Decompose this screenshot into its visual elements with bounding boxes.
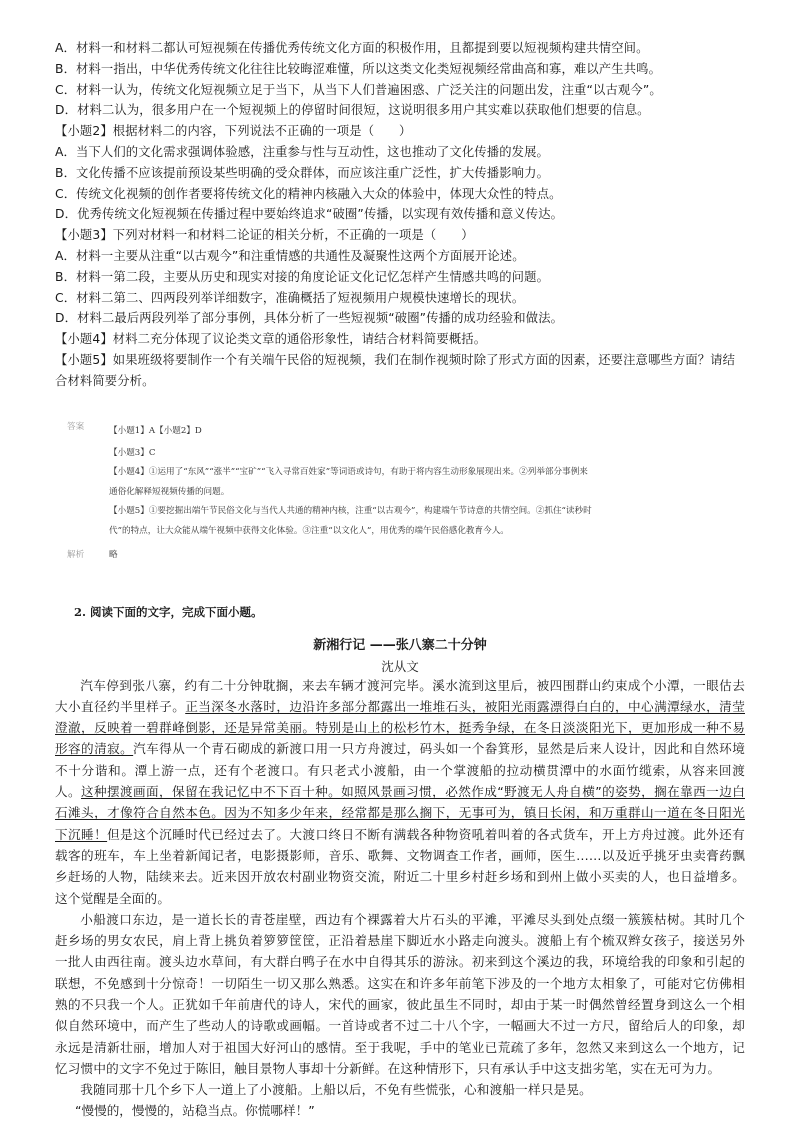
answer-line: 【小题3】C [109,447,156,458]
q2-option-d: D．优秀传统文化短视频在传播过程中要始终追求“破圈”传播，以实现有效传播和意义传达。 [55,207,564,222]
q1-option-c: C．材料一认为，传统文化短视频立足于当下，从当下人们普遍困惑、广泛关注的问题出发，注重“以古观今”。 [55,82,662,97]
analysis-label: 解析 [67,549,85,560]
paragraph-1: 汽车停到张八寨，约有二十分钟耽搁，来去车辆才渡河完毕。溪水流到这里后，被四围群山约束成个小潭，一眼估去大小直径约半里样子。正当深冬水落时，边沿许多部分都露出一堆堆石头，被阳光雨露漂得白白的，中心满潭绿水，清莹澄澈，反映着一碧群峰倒影，还是异常美丽。特别是山上的松杉竹木，挺秀争绿，在冬日淡淡阳光下，更加形成一种不易形容的清寂。汽车得从一个青石砌成的新渡口用一只方舟渡过，码头如一个畚箕形，显然是后来人设计，因此和自然环境不十分谐和。潭上游一点，还有个老渡口。有只老式小渡船，由一个掌渡船的拉动横贯潭中的水面竹缆索，从容来回渡人。这种摆渡画面，保留在我记忆中不下百十种。如照风景画习惯，必然作成“野渡无人舟自横”的姿势，搁在靠西一边白石滩头，才像符合自然本色。因为不知多少年来，经常都是那么搁下，无事可为，镇日长闲，和万重群山一道在冬日阳光下沉睡！但是这个沉睡时代已经过去了。大渡口终日不断有满载各种物资吼着叫着的各式货车，开上方舟过渡。此外还有载客的班车，车上坐着新闻记者，电影摄影师，音乐、歌舞、文物调查工作者，画师，医生……以及近乎挑牙虫卖膏药飘乡赶场的人物，陆续来去。近来因开放农村副业物资交流，附近二十里乡村赶乡场和到州上做小买卖的人，也日益增多。这个觉醒是全面的。 [55,677,745,906]
q5-stem: 【小题5】如果班级将要制作一个有关端午民俗的短视频，我们在制作视频时除了形式方面的因素，还要注意哪些方面？请结合材料简要分析。 [55,352,736,388]
analysis-text: 略 [109,549,118,560]
paragraph-2: 小船渡口东边，是一道长长的青苍崖壁，西边有个裸露着大片石头的平滩，平滩尽头到处点缀一簇簇枯树。其时几个赶乡场的男女农民，肩上背上挑负着箩箩筐筐，正沿着悬崖下脚近水小路走向渡头。渡船上有个梳双辫女孩子，接送另外一批人由西往南。渡头边水草间，有大群白鸭子在水中自得其乐的游泳。初来到这个溪边的我，环境给我的印象和引起的联想，不免感到十分惊奇！一切陌生一切又那么熟悉。这实在和许多年前笔下涉及的一个地方太相象了，可能对它仿佛相熟的不只我一个人。正犹如千年前唐代的诗人，宋代的画家，彼此虽生不同时，却由于某一时偶然曾经置身到这么一个相似自然环境中，而产生了些动人的诗歌或画幅。一首诗或者不过二十八个字，一幅画大不过一方尺，留给后人的印象，却永远是清新壮丽，增加人对于祖国大好河山的感情。至于我呢，手中的笔业已荒疏了多年，忽然又来到这么一个地方，记忆习惯中的文字不免过于陈旧，触目景物人事却十分新鲜。在这种情形下，只有承认手中这支拙劣笔，实在无可为力。 [55,911,745,1076]
article-author: 沈从文 [381,658,419,674]
q2-option-a: A．当下人们的文化需求强调体验感，注重参与性与互动性，这也推动了文化传播的发展。 [55,144,549,159]
answer-line: 【小题1】A【小题2】D [109,425,202,436]
q1-option-a: A．材料一和材料二都认可短视频在传播优秀传统文化方面的积极作用，且都提到要以短视频构建共情空间。 [55,41,649,55]
section-2 [55,604,745,1122]
q3-stem: 【小题3】下列对材料一和材料二论证的相关分析，不正确的一项是（ ） [55,228,474,243]
article-title: 新湘行记 ——张八寨二十分钟 [313,637,487,653]
q4-stem: 【小题4】材料二充分体现了议论类文章的通俗形象性，请结合材料简要概括。 [55,332,487,347]
section-2-question: 2. 阅读下面的文字，完成下面小题。 [74,604,263,619]
underlined-passage: 正当深冬水落时，边沿许多部分都露出一堆堆石头，被阳光雨露漂得白白的，中心满潭绿水，清莹澄澈，反映着一碧群峰倒影，还是异常美丽。特别是山上的松杉竹木，挺秀争绿，在冬日淡淡阳光下，更加形成一种不易形容的清寂。 [55,698,745,757]
q1-option-d: D．材料二认为，很多用户在一个短视频上的停留时间很短，这说明很多用户其实难以获取他们想要的信息。 [55,103,650,118]
q2-option-c: C．传统文化视频的创作者要将传统文化的精神内核融入大众的体验中，体现大众性的特点。 [55,186,562,201]
q2-stem: 【小题2】根据材料二的内容，下列说法不正确的一项是（ ） [55,124,412,139]
q1-option-b: B．材料一指出，中华优秀传统文化往往比较晦涩难懂，所以这类文化类短视频经常曲高和寡，难以产生共鸣。 [55,61,662,76]
answer-line: 【小题5】①要挖掘出端午节民俗文化与当代人共通的精神内核，注重“以古观今”，构建端午节诗意的共情空间。②抓住“读秒时 [109,505,592,516]
q3-option-d: D．材料二最后两段列举了部分事例，具体分析了一些短视频“破圈”传播的成功经验和做法。 [55,311,564,326]
underlined-passage: 这种摆渡画面，保留在我记忆中不下百十种。如照风景画习惯，必然作成“野渡无人舟自横”的姿势，搁在靠西一边白石滩头，才像符合自然本色。因为不知多少年来，经常都是那么搁下，无事可为，镇日长闲，和万重群山一道在冬日阳光下沉睡！ [55,784,745,842]
paragraph-4: “慢慢的，慢慢的，站稳当点。你慌哪样！” [75,1103,315,1119]
q3-option-b: B．材料一第二段，主要从历史和现实对接的角度论证文化记忆怎样产生情感共鸣的问题。 [55,269,550,284]
answer-line: 代”的特点，让大众能从端午视频中获得文化体验。③注重“以文化人”，用优秀的端午民俗感化教育今人。 [109,525,509,536]
answer-line: 通俗化解释短视频传播的问题。 [109,486,230,497]
q3-option-a: A．材料一主要从注重“以古观今”和注重情感的共通性及凝聚性这两个方面展开论述。 [55,248,525,263]
paragraph-3: 我随同那十几个乡下人一道上了小渡船。上船以后，不免有些慌张，心和渡船一样只是晃。 [80,1082,592,1098]
q3-option-c: C．材料二第二、四两段列举详细数字，准确概括了短视频用户规模快速增长的现状。 [55,290,525,305]
answer-label: 答案 [67,421,85,432]
answer-line: 【小题4】①运用了“东风”“涨半”“宝矿”“飞入寻常百姓家”等词语或诗句，有助于将内容生动形象展现出来。②列举部分事例来 [109,466,588,477]
answer-block [55,420,745,560]
q2-option-b: B．文化传播不应该提前预设某些明确的受众群体，而应该注重广泛性，扩大传播影响力。 [55,165,550,180]
document-page [55,38,745,1122]
